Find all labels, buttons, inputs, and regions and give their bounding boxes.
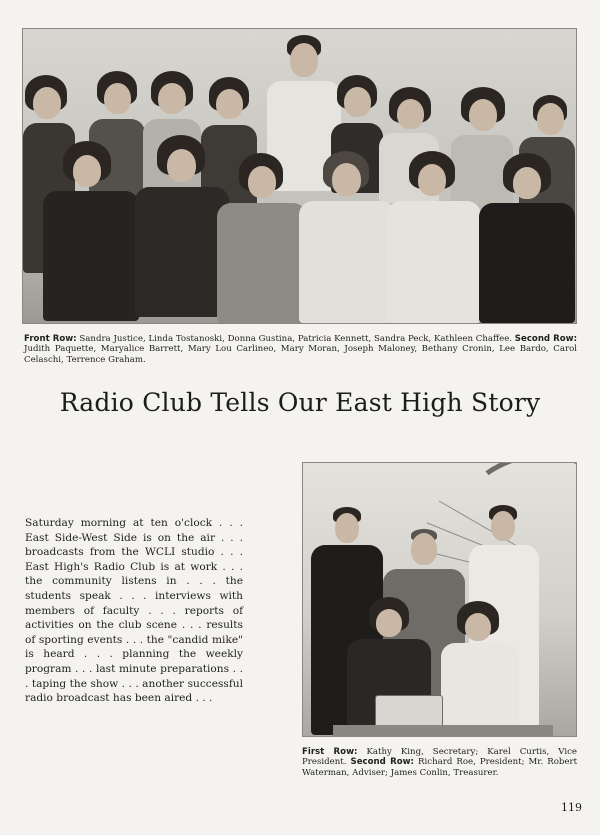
recorder-table: [333, 725, 553, 737]
second-row-label: Second Row:: [350, 757, 414, 768]
front-row-label: Front Row:: [24, 334, 77, 344]
top-photo-caption: [24, 334, 577, 365]
second-row-label: Second Row:: [514, 334, 578, 344]
radio-club-caption: [302, 747, 577, 778]
first-row-label: First Row:: [302, 747, 358, 757]
page-number: 119: [561, 801, 582, 814]
front-row-names: Sandra Justice, Linda Tostanoski, Donna Gustina, Patricia Kennett, Sandra Peck, Kathleen Chaffee.: [79, 334, 513, 344]
group-photo-top: [22, 28, 577, 324]
radio-club-photo: [302, 462, 577, 737]
first-row-names: Kathy King, Secretary; Karel Curtis, Vice President.: [302, 747, 577, 768]
second-row-names: Richard Roe, President; Mr. Robert Waterman, Adviser; James Conlin, Treasurer.: [302, 757, 578, 778]
story-text: Saturday morning at ten o'clock . . . East Side-West Side is on the air . . . broadcasts from the WCLI studio . . . East High's Radio Club is at work . . . the community listens in . . . the students speak . . . interviews with members of faculty . . . reports of activities on the club scene . . . results of sporting events . . . the "candid mike" is heard . . . planning the weekly program . . . last minute preparations . . . taping the show . . . another successful radio broadcast has been aired . . .: [25, 517, 243, 705]
page-title: Radio Club Tells Our East High Story: [59, 388, 541, 417]
second-row-names: Judith Paquette, Maryalice Barrett, Mary Lou Carlineo, Mary Moran, Joseph Maloney, Bethany Cronin, Lee Bardo, Carol Celaschi, Terrence Graham.: [24, 344, 577, 365]
